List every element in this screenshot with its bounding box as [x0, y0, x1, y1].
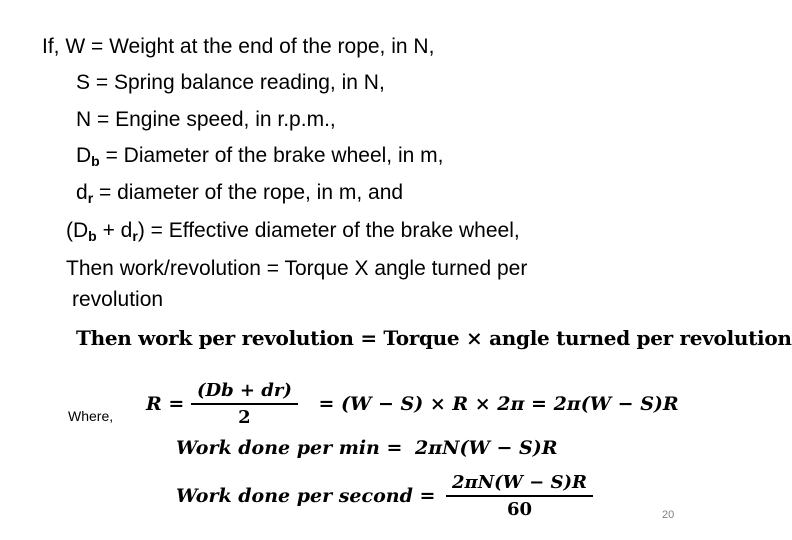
eff-sub-r: r — [132, 228, 138, 244]
dr-symbol: d — [76, 181, 88, 204]
r-denominator: 2 — [238, 407, 251, 428]
per-sec-fraction — [446, 472, 593, 520]
then-line-1: Then work/revolution = Torque X angle turned per — [66, 257, 528, 280]
definition-db — [76, 143, 443, 169]
definition-effective-diameter — [66, 218, 520, 244]
r-rhs: = (W − S) × R × 2π = 2π(W − S)R — [318, 393, 679, 415]
db-symbol: D — [76, 144, 92, 167]
dr-subscript: r — [87, 190, 94, 206]
per-min-rhs: 2πN(W − S)R — [415, 437, 558, 459]
eff-text: ) = Effective diameter of the brake wheel, — [137, 219, 520, 242]
db-text: = Diameter of the brake wheel, in m, — [99, 144, 444, 167]
definition-s: S = Spring balance reading, in N, — [76, 71, 385, 94]
per-sec-numerator: 2πN(W − S)R — [446, 472, 593, 497]
per-sec-lhs: Work done per second = — [176, 485, 436, 507]
work-per-second-equation — [176, 472, 593, 520]
eff-mid: + d — [96, 219, 133, 242]
definition-dr — [76, 180, 403, 206]
dr-text: = diameter of the rope, in m, and — [93, 181, 404, 204]
per-sec-denominator: 60 — [506, 499, 533, 520]
per-min-lhs: Work done per min = — [176, 437, 403, 459]
then-line-2: revolution — [72, 288, 164, 311]
r-fraction — [191, 380, 298, 428]
radius-equation — [146, 380, 679, 428]
eff-open: (D — [66, 219, 89, 242]
r-numerator: (Db + dr) — [191, 380, 298, 405]
where-label: Where, — [68, 408, 114, 424]
work-per-revolution-equation: Then work per revolution = Torque × angle turned per revolution — [76, 326, 792, 350]
definition-w: If, W = Weight at the end of the rope, in N, — [42, 35, 435, 58]
db-subscript: b — [91, 153, 100, 169]
eff-sub-b: b — [88, 228, 97, 244]
work-per-min-equation — [176, 437, 558, 459]
r-lhs: R = — [146, 393, 185, 415]
definition-n: N = Engine speed, in r.p.m., — [76, 108, 336, 131]
slide-number: 20 — [662, 509, 675, 521]
